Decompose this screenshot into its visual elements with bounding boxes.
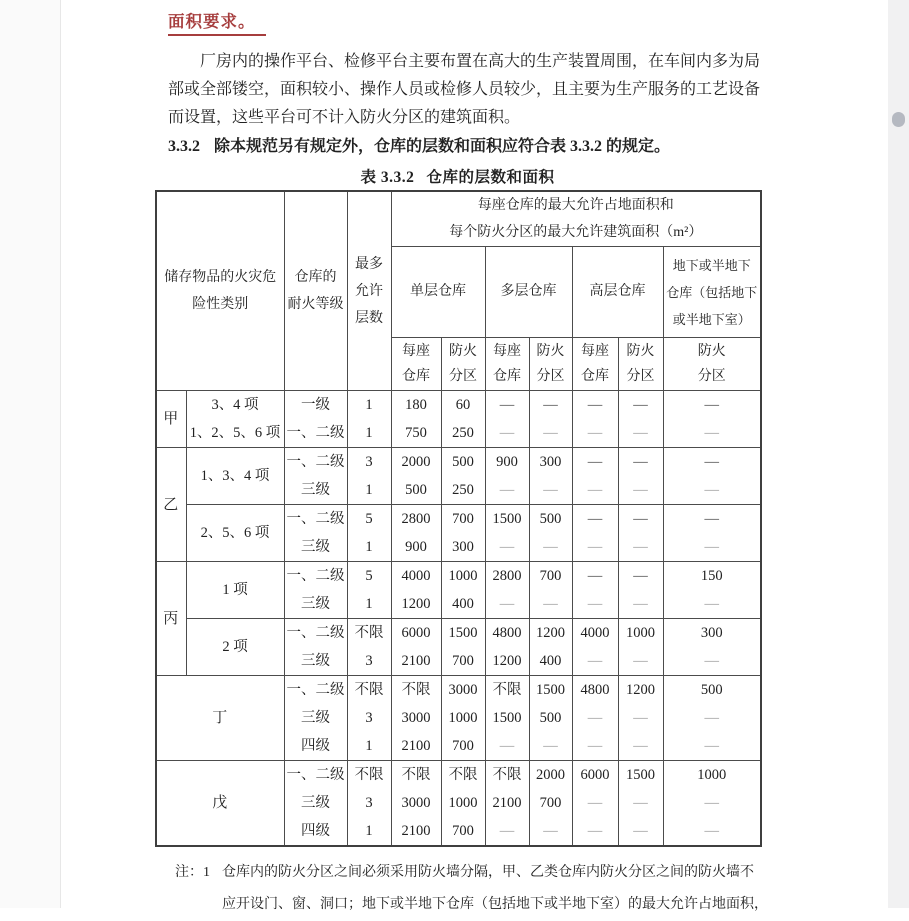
table-cell: —: [618, 419, 663, 448]
table-cell: 1000: [663, 761, 761, 790]
table-cell: —: [618, 562, 663, 591]
table-cell: 6000: [391, 619, 441, 648]
table-cell: —: [572, 419, 618, 448]
table-cell: —: [663, 647, 761, 676]
category-cell: 丁: [156, 676, 284, 761]
table-cell: 一、二级: [284, 505, 347, 534]
table-cell: 一、二级: [284, 562, 347, 591]
table-cell: —: [663, 817, 761, 846]
table-cell: 1000: [441, 704, 485, 732]
table-cell: 1500: [485, 704, 529, 732]
table-cell: 1: [347, 476, 391, 505]
table-cell: 700: [441, 732, 485, 761]
table-cell: 900: [391, 533, 441, 562]
table-cell: 3000: [391, 704, 441, 732]
table-cell: —: [618, 732, 663, 761]
column-header-high-rise: 高层仓库: [572, 247, 663, 338]
table-cell: —: [485, 476, 529, 505]
table-cell: 1500: [485, 505, 529, 534]
item-cell: 2、5、6 项: [186, 505, 284, 562]
note-label: 注：1: [175, 865, 210, 880]
table-title-number: 表 3.3.2: [360, 169, 415, 186]
column-header-category: 储存物品的火灾危 险性类别: [156, 191, 284, 391]
table-cell: —: [572, 562, 618, 591]
table-cell: —: [663, 391, 761, 420]
table-cell: 三级: [284, 476, 347, 505]
paragraph-line: 而设置，这些平台可不计入防火分区的建筑面积。: [168, 109, 521, 126]
table-cell: —: [529, 419, 572, 448]
table-note: [175, 857, 767, 921]
warehouse-area-table: [155, 190, 762, 847]
table-cell: 不限: [485, 761, 529, 790]
table-row: [156, 562, 761, 591]
column-header-single-story: 单层仓库: [391, 247, 485, 338]
table-cell: 4800: [485, 619, 529, 648]
table-cell: 1500: [529, 676, 572, 705]
category-cell: 丙: [156, 562, 186, 676]
table-cell: 2100: [391, 647, 441, 676]
table-row: [156, 391, 761, 420]
table-cell: 1200: [618, 676, 663, 705]
section-heading-text: 面积要求。: [168, 8, 266, 36]
table-cell: 500: [441, 448, 485, 477]
table-cell: 3000: [391, 789, 441, 817]
table-cell: 3: [347, 789, 391, 817]
item-cell: 1、3、4 项: [186, 448, 284, 505]
table-cell: 1200: [485, 647, 529, 676]
table-cell: 一、二级: [284, 419, 347, 448]
table-cell: —: [572, 704, 618, 732]
table-cell: —: [618, 590, 663, 619]
paragraph-line: 厂房内的操作平台、检修平台主要布置在高大的生产装置周围，在车间内多为局: [200, 53, 761, 70]
table-cell: —: [663, 590, 761, 619]
table-cell: —: [618, 533, 663, 562]
table-cell: 三级: [284, 590, 347, 619]
table-cell: —: [572, 533, 618, 562]
table-cell: 4000: [572, 619, 618, 648]
table-cell: 2800: [485, 562, 529, 591]
page-margin-gutter: [0, 0, 61, 908]
scrollbar-thumb[interactable]: [892, 112, 905, 127]
table-cell: 5: [347, 505, 391, 534]
table-cell: 4000: [391, 562, 441, 591]
table-cell: 1200: [391, 590, 441, 619]
table-cell: 500: [529, 704, 572, 732]
column-header-fire-compartment: 防火 分区: [441, 338, 485, 391]
table-cell: —: [529, 590, 572, 619]
table-cell: 5: [347, 562, 391, 591]
table-cell: —: [485, 590, 529, 619]
table-cell: 2000: [529, 761, 572, 790]
category-cell: 甲: [156, 391, 186, 448]
table-cell: 不限: [347, 619, 391, 648]
column-header-fire-compartment: 防火 分区: [529, 338, 572, 391]
table-cell: 2100: [485, 789, 529, 817]
table-cell: 3: [347, 448, 391, 477]
table-cell: —: [485, 391, 529, 420]
table-cell: 三级: [284, 533, 347, 562]
table-cell: —: [485, 732, 529, 761]
column-header-fire-rating: 仓库的 耐火等级: [284, 191, 347, 391]
table-cell: 不限: [441, 761, 485, 790]
table-cell: 400: [441, 590, 485, 619]
table-cell: —: [663, 419, 761, 448]
table-cell: 500: [663, 676, 761, 705]
table-cell: —: [618, 789, 663, 817]
table-cell: 1200: [529, 619, 572, 648]
table-cell: 一、二级: [284, 676, 347, 705]
category-cell: 乙: [156, 448, 186, 562]
column-header-per-warehouse: 每座 仓库: [572, 338, 618, 391]
table-cell: 不限: [391, 676, 441, 705]
column-header-per-warehouse: 每座 仓库: [391, 338, 441, 391]
table-title-text: 仓库的层数和面积: [426, 169, 555, 186]
table-cell: —: [663, 789, 761, 817]
clause-3-3-2: [168, 134, 767, 160]
table-cell: 1: [347, 391, 391, 420]
table-cell: 700: [529, 562, 572, 591]
table-cell: 750: [391, 419, 441, 448]
table-cell: 3000: [441, 676, 485, 705]
table-cell: 不限: [347, 676, 391, 705]
column-header-multi-story: 多层仓库: [485, 247, 572, 338]
note-line: 仓库内的防火分区之间必须采用防火墙分隔，甲、乙类仓库内防火分区之间的防火墙不: [222, 865, 754, 880]
clause-number: 3.3.2: [168, 138, 200, 155]
clause-text: 除本规范另有规定外，仓库的层数和面积应符合表 3.3.2 的规定。: [214, 138, 671, 155]
table-cell: 1: [347, 590, 391, 619]
table-cell: 1000: [618, 619, 663, 648]
scrollbar[interactable]: [888, 0, 909, 908]
column-header-per-warehouse: 每座 仓库: [485, 338, 529, 391]
table-cell: 四级: [284, 732, 347, 761]
column-header-underground: 地下或半地下 仓库（包括地下 或半地下室）: [663, 247, 761, 338]
table-cell: —: [663, 533, 761, 562]
document-page: [155, 8, 767, 921]
column-header-fire-compartment: 防火 分区: [663, 338, 761, 391]
table-cell: —: [663, 448, 761, 477]
table-cell: 三级: [284, 789, 347, 817]
table-cell: —: [529, 476, 572, 505]
table-cell: 4800: [572, 676, 618, 705]
table-cell: —: [663, 732, 761, 761]
table-cell: 1: [347, 533, 391, 562]
table-cell: 三级: [284, 704, 347, 732]
table-cell: —: [663, 476, 761, 505]
table-cell: 700: [441, 817, 485, 846]
table-cell: —: [618, 505, 663, 534]
table-cell: —: [572, 391, 618, 420]
table-cell: 3: [347, 647, 391, 676]
column-header-fire-compartment: 防火 分区: [618, 338, 663, 391]
table-cell: 300: [663, 619, 761, 648]
table-cell: 700: [441, 647, 485, 676]
table-cell: —: [618, 704, 663, 732]
table-title: [155, 165, 760, 187]
table-cell: 三级: [284, 647, 347, 676]
table-cell: 900: [485, 448, 529, 477]
paragraph-line: 部或全部镂空，面积较小、操作人员或检修人员较少，且主要为生产服务的工艺设备: [168, 81, 761, 98]
table-cell: 2800: [391, 505, 441, 534]
table-cell: 700: [441, 505, 485, 534]
table-cell: 250: [441, 419, 485, 448]
table-cell: 一、二级: [284, 761, 347, 790]
table-cell: —: [663, 704, 761, 732]
table-cell: —: [572, 732, 618, 761]
table-cell: —: [485, 533, 529, 562]
table-cell: 不限: [391, 761, 441, 790]
table-cell: —: [529, 817, 572, 846]
table-cell: —: [618, 817, 663, 846]
table-cell: 2000: [391, 448, 441, 477]
table-cell: 300: [441, 533, 485, 562]
table-cell: 300: [529, 448, 572, 477]
table-cell: —: [529, 391, 572, 420]
item-cell: 1 项: [186, 562, 284, 619]
table-cell: —: [618, 647, 663, 676]
note-text: [222, 857, 768, 921]
table-cell: 500: [529, 505, 572, 534]
table-cell: 一级: [284, 391, 347, 420]
section-heading: [168, 8, 767, 36]
table-cell: 1500: [441, 619, 485, 648]
category-cell: 戊: [156, 761, 284, 847]
table-cell: —: [529, 533, 572, 562]
table-cell: 1000: [441, 562, 485, 591]
table-cell: 500: [391, 476, 441, 505]
column-header-area-group: 每座仓库的最大允许占地面积和 每个防火分区的最大允许建筑面积（m²）: [391, 191, 761, 247]
table-cell: 1000: [441, 789, 485, 817]
table-cell: 150: [663, 562, 761, 591]
table-cell: 1500: [618, 761, 663, 790]
table-cell: 700: [529, 789, 572, 817]
table-cell: —: [618, 448, 663, 477]
table-cell: —: [572, 448, 618, 477]
table-cell: —: [572, 590, 618, 619]
table-cell: —: [485, 419, 529, 448]
table-cell: 不限: [485, 676, 529, 705]
table-row: [156, 448, 761, 477]
table-cell: —: [618, 391, 663, 420]
table-cell: —: [572, 505, 618, 534]
table-cell: 6000: [572, 761, 618, 790]
table-row: [156, 419, 761, 448]
table-cell: 3: [347, 704, 391, 732]
table-row: [156, 619, 761, 648]
table-cell: 一、二级: [284, 619, 347, 648]
table-cell: 2100: [391, 817, 441, 846]
table-cell: 不限: [347, 761, 391, 790]
item-cell: 3、4 项: [186, 391, 284, 420]
table-cell: —: [663, 505, 761, 534]
table-cell: 1: [347, 419, 391, 448]
table-cell: —: [572, 476, 618, 505]
table-cell: —: [485, 817, 529, 846]
table-cell: —: [572, 647, 618, 676]
table-cell: 60: [441, 391, 485, 420]
table-row: [156, 761, 761, 790]
item-cell: 1、2、5、6 项: [186, 419, 284, 448]
note-line: 应开设门、窗、洞口；地下或半地下仓库（包括地下或半地下室）的最大允许占地面积，: [222, 897, 768, 912]
table-cell: 250: [441, 476, 485, 505]
column-header-max-floors: 最多 允许 层数: [347, 191, 391, 391]
table-cell: —: [618, 476, 663, 505]
table-cell: 1: [347, 817, 391, 846]
table-cell: 1: [347, 732, 391, 761]
table-cell: 2100: [391, 732, 441, 761]
table-cell: —: [572, 789, 618, 817]
table-cell: 一、二级: [284, 448, 347, 477]
table-cell: —: [572, 817, 618, 846]
item-cell: 2 项: [186, 619, 284, 676]
body-paragraph: [168, 48, 767, 132]
table-cell: 180: [391, 391, 441, 420]
table-row: [156, 676, 761, 705]
table-cell: 四级: [284, 817, 347, 846]
table-row: [156, 505, 761, 534]
table-cell: 400: [529, 647, 572, 676]
table-cell: —: [529, 732, 572, 761]
